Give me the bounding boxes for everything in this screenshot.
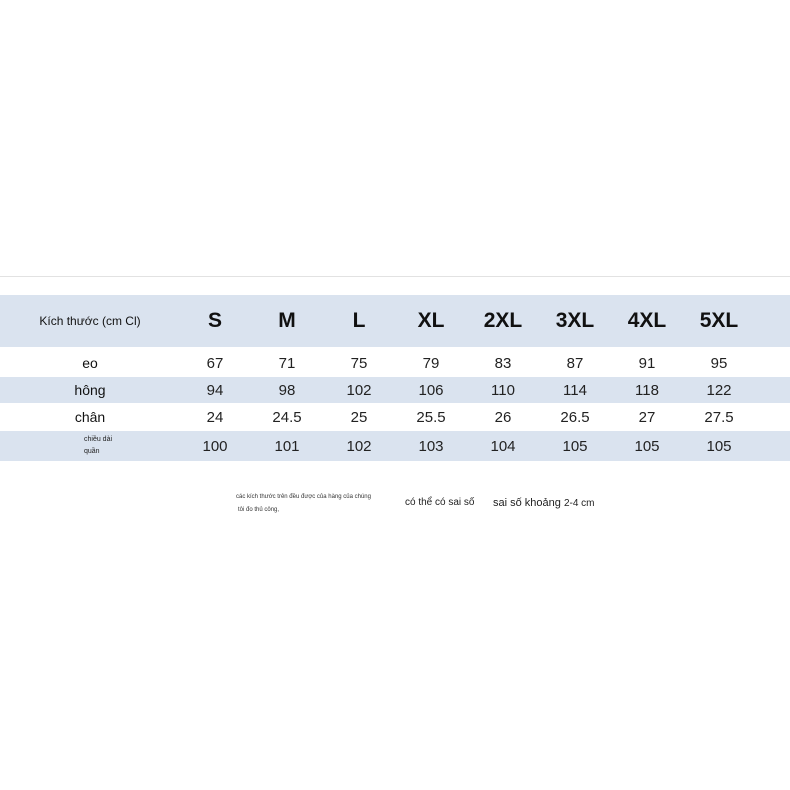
table-cell: 25 bbox=[350, 408, 368, 426]
table-cell: 26 bbox=[494, 408, 512, 426]
table-cell: 95 bbox=[710, 354, 728, 372]
size-header-l: L bbox=[352, 309, 366, 332]
table-cell: 118 bbox=[635, 381, 659, 399]
table-cell: 104 bbox=[490, 437, 516, 455]
row-label-waist: eo bbox=[82, 355, 98, 371]
size-header-2xl: 2XL bbox=[483, 309, 523, 332]
table-cell: 79 bbox=[422, 354, 440, 372]
table-cell: 122 bbox=[706, 381, 732, 399]
table-cell: 102 bbox=[346, 437, 372, 455]
measurement-note-range-text: sai số khoảng bbox=[493, 497, 561, 509]
top-divider bbox=[0, 276, 790, 277]
table-cell: 110 bbox=[491, 381, 515, 399]
measurement-note-range-value: 2-4 cm bbox=[563, 498, 595, 509]
size-header-m: M bbox=[278, 309, 296, 332]
table-cell: 27.5 bbox=[704, 408, 734, 426]
table-cell: 91 bbox=[638, 354, 656, 372]
table-cell: 105 bbox=[706, 437, 732, 455]
size-header-5xl: 5XL bbox=[699, 309, 739, 332]
table-cell: 71 bbox=[278, 354, 296, 372]
measurement-note-range bbox=[493, 497, 595, 509]
table-cell: 67 bbox=[206, 354, 224, 372]
size-header-4xl: 4XL bbox=[627, 309, 667, 332]
table-cell: 102 bbox=[346, 381, 372, 399]
size-header-label: Kích thước (cm Cl) bbox=[39, 314, 141, 328]
measurement-note-line2: tôi đo thủ công, bbox=[238, 507, 280, 513]
table-cell: 103 bbox=[418, 437, 444, 455]
table-cell: 106 bbox=[418, 381, 444, 399]
table-cell: 75 bbox=[350, 354, 368, 372]
table-cell: 27 bbox=[638, 408, 656, 426]
table-cell: 87 bbox=[566, 354, 584, 372]
table-row-length bbox=[0, 431, 790, 461]
measurement-note-line1: các kích thước trên đều được của hàng của chúng bbox=[236, 494, 371, 500]
table-cell: 100 bbox=[202, 437, 228, 455]
table-row-waist bbox=[0, 349, 790, 377]
row-label-length bbox=[84, 434, 112, 458]
row-label-length-line2: quần bbox=[84, 448, 100, 455]
size-header-s: S bbox=[207, 309, 222, 332]
table-cell: 24.5 bbox=[272, 408, 302, 426]
table-cell: 94 bbox=[206, 381, 224, 399]
table-cell: 105 bbox=[562, 437, 588, 455]
size-header-row bbox=[0, 295, 790, 347]
table-cell: 98 bbox=[278, 381, 296, 399]
table-cell: 105 bbox=[634, 437, 660, 455]
row-label-length-line1: chiều dài bbox=[84, 436, 113, 443]
size-header-xl: XL bbox=[417, 309, 445, 332]
table-cell: 24 bbox=[206, 408, 224, 426]
row-label-leg: chân bbox=[74, 409, 106, 425]
table-row-leg bbox=[0, 403, 790, 431]
table-cell: 83 bbox=[494, 354, 512, 372]
table-cell: 26.5 bbox=[560, 408, 590, 426]
table-cell: 101 bbox=[274, 437, 300, 455]
table-cell: 114 bbox=[563, 381, 587, 399]
size-chart-table bbox=[0, 295, 790, 461]
measurement-note-error: có thể có sai số bbox=[405, 497, 475, 508]
size-header-3xl: 3XL bbox=[555, 309, 595, 332]
table-cell: 25.5 bbox=[416, 408, 446, 426]
table-row-hip bbox=[0, 377, 790, 403]
row-label-hip: hông bbox=[74, 382, 106, 398]
